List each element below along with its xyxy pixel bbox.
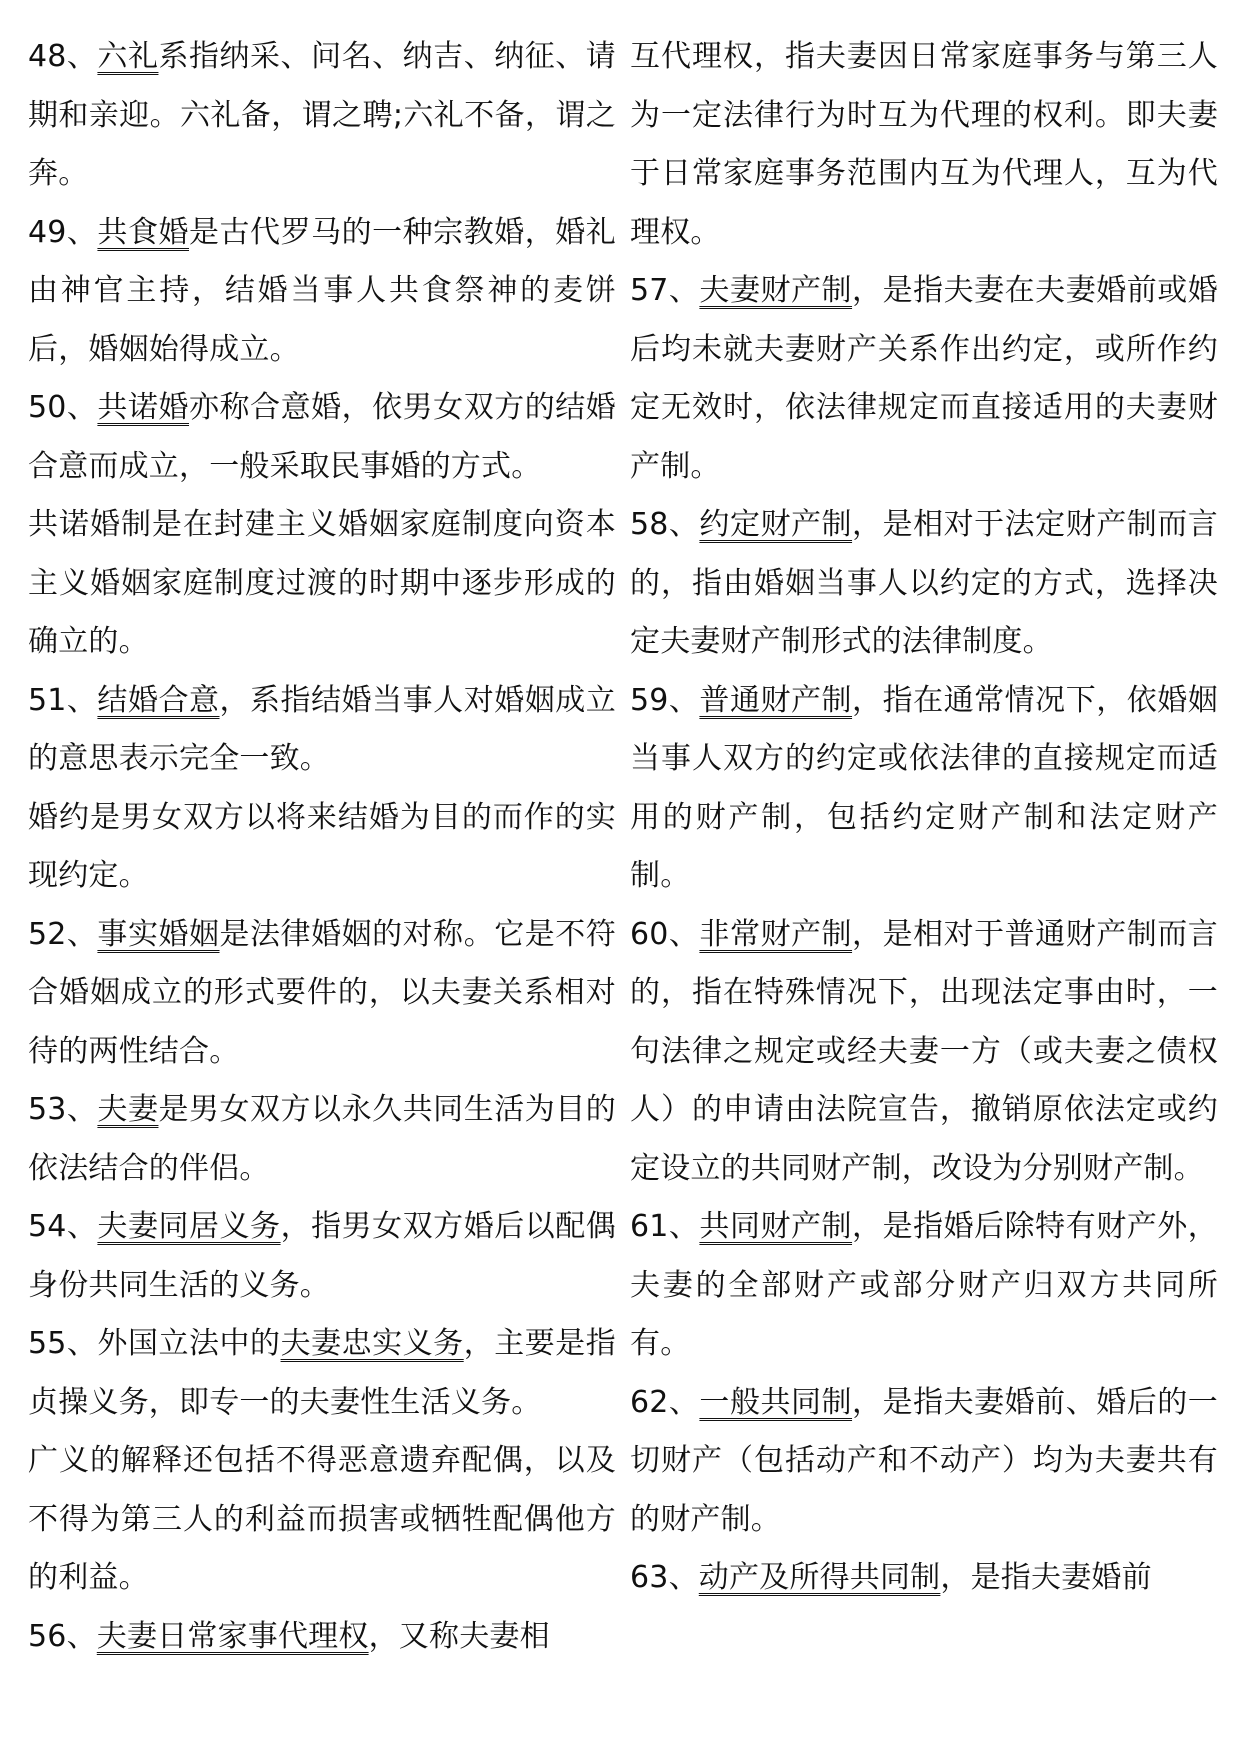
defined-term: 共同财产制 (699, 1209, 853, 1244)
entry-text: ，指男女双方婚后以配偶身份共同生活的义务。 (28, 1209, 616, 1303)
defined-term: 夫妻同居义务 (97, 1209, 281, 1244)
definition-entry (630, 1549, 1218, 1608)
entry-text: ，系指结婚当事人对婚姻成立的意思表示完全一致。 (28, 682, 616, 776)
definition-entry (28, 1315, 616, 1432)
entry-text: ，是指夫妻在夫妻婚前或婚后均未就夫妻财产关系作出约定，或所作约定无效时，依法律规定而直接适用的夫妻财产制。 (630, 273, 1218, 484)
entry-text: ，指在通常情况下，依婚姻当事人双方的约定或依法律的直接规定而适用的财产制，包括约定财产制和法定财产制。 (630, 682, 1218, 893)
entry-number: 57、 (630, 273, 700, 308)
entry-number: 56、 (28, 1618, 97, 1654)
definition-entry (28, 28, 616, 204)
entry-text: ，是指夫妻婚前、婚后的一切财产（包括动产和不动产）均为夫妻共有的财产制。 (630, 1384, 1218, 1537)
entry-text: ，又称夫妻相 (368, 1618, 550, 1654)
defined-term: 夫妻忠实义务 (280, 1326, 464, 1361)
defined-term: 一般共同制 (699, 1384, 853, 1420)
definition-entry (28, 789, 616, 906)
entry-text: ，是相对于法定财产制而言的，指由婚姻当事人以约定的方式，选择决定夫妻财产制形式的法律制度。 (630, 507, 1218, 659)
entry-text: ，是指婚后除特有财产外，夫妻的全部财产或部分财产归双方共同所有。 (630, 1209, 1218, 1361)
entry-text: ，主要是指贞操义务，即专一的夫妻性生活义务。 (28, 1326, 616, 1420)
defined-term: 普通财产制 (699, 682, 853, 718)
right-column (630, 28, 1218, 1728)
definition-entry (28, 204, 616, 380)
entry-text: ，是指夫妻婚前 (940, 1560, 1152, 1595)
entry-number: 52、 (28, 916, 98, 952)
definition-entry (630, 906, 1218, 1199)
entry-number: 60、 (630, 916, 700, 952)
entry-number: 49、 (28, 214, 98, 250)
entry-text: 系指纳采、问名、纳吉、纳征、请期和亲迎。六礼备，谓之聘;六礼不备，谓之奔。 (28, 39, 616, 191)
definition-entry (28, 1432, 616, 1608)
entry-text: ，是相对于普通财产制而言的，指在特殊情况下，出现法定事由时，一句法律之规定或经夫妻一方（或夫妻之债权人）的申请由法院宣告，撤销原依法定或约定设立的共同财产制，改设为分别财产制。 (630, 916, 1218, 1186)
defined-term: 共食婚 (97, 214, 189, 250)
entry-number: 62、 (630, 1384, 700, 1420)
definition-entry (28, 672, 616, 789)
definition-entry (28, 1198, 616, 1315)
entry-number: 50、 (28, 390, 98, 425)
entry-text: 互代理权，指夫妻因日常家庭事务与第三人为一定法律行为时互为代理的权利。即夫妻于日常家庭事务范围内互为代理人，互为代理权。 (630, 39, 1218, 250)
entry-text: 婚约是男女双方以将来结婚为目的而作的实现约定。 (28, 799, 616, 893)
entry-text: 是男女双方以永久共同生活为目的依法结合的伴侣。 (28, 1092, 616, 1186)
entry-prefix: 外国立法中的 (97, 1326, 281, 1361)
left-column (28, 28, 616, 1728)
definition-entry (28, 496, 616, 672)
entry-number: 54、 (28, 1209, 98, 1244)
definition-entry (630, 496, 1218, 672)
defined-term: 夫妻财产制 (699, 273, 853, 308)
defined-term: 结婚合意 (97, 682, 220, 718)
entry-text: 是法律婚姻的对称。它是不符合婚姻成立的形式要件的，以夫妻关系相对待的两性结合。 (28, 916, 616, 1069)
defined-term: 夫妻日常家事代理权 (96, 1618, 369, 1654)
definition-entry (630, 28, 1218, 262)
definition-entry (28, 906, 616, 1082)
entry-number: 51、 (28, 682, 98, 718)
entry-number: 53、 (28, 1092, 98, 1127)
definition-entry (28, 379, 616, 496)
definition-entry (630, 1198, 1218, 1374)
entry-number: 58、 (630, 507, 700, 542)
definition-entry (630, 262, 1218, 496)
entry-text: 是古代罗马的一种宗教婚，婚礼由神官主持，结婚当事人共食祭神的麦饼后，婚姻始得成立。 (28, 214, 616, 367)
entry-number: 59、 (630, 682, 700, 718)
entry-number: 63、 (630, 1560, 699, 1595)
defined-term: 动产及所得共同制 (698, 1560, 941, 1595)
entry-number: 61、 (630, 1209, 700, 1244)
definition-entry (630, 1374, 1218, 1550)
definition-entry (630, 672, 1218, 906)
entry-text: 广义的解释还包括不得恶意遗弃配偶，以及不得为第三人的利益而损害或牺牲配偶他方的利益。 (28, 1443, 616, 1595)
entry-number: 48、 (28, 39, 98, 74)
defined-term: 六礼 (97, 39, 159, 74)
document-page (28, 28, 1218, 1728)
definition-entry (28, 1081, 616, 1198)
entry-text: 亦称合意婚，依男女双方的结婚合意而成立，一般采取民事婚的方式。 (28, 390, 616, 484)
defined-term: 夫妻 (97, 1092, 159, 1127)
entry-text: 共诺婚制是在封建主义婚姻家庭制度向资本主义婚姻家庭制度过渡的时期中逐步形成的确立的。 (28, 507, 616, 659)
defined-term: 非常财产制 (699, 916, 853, 952)
defined-term: 约定财产制 (699, 507, 853, 542)
entry-number: 55、 (28, 1326, 98, 1361)
defined-term: 共诺婚 (97, 390, 189, 425)
defined-term: 事实婚姻 (97, 916, 220, 952)
definition-entry (28, 1608, 616, 1667)
